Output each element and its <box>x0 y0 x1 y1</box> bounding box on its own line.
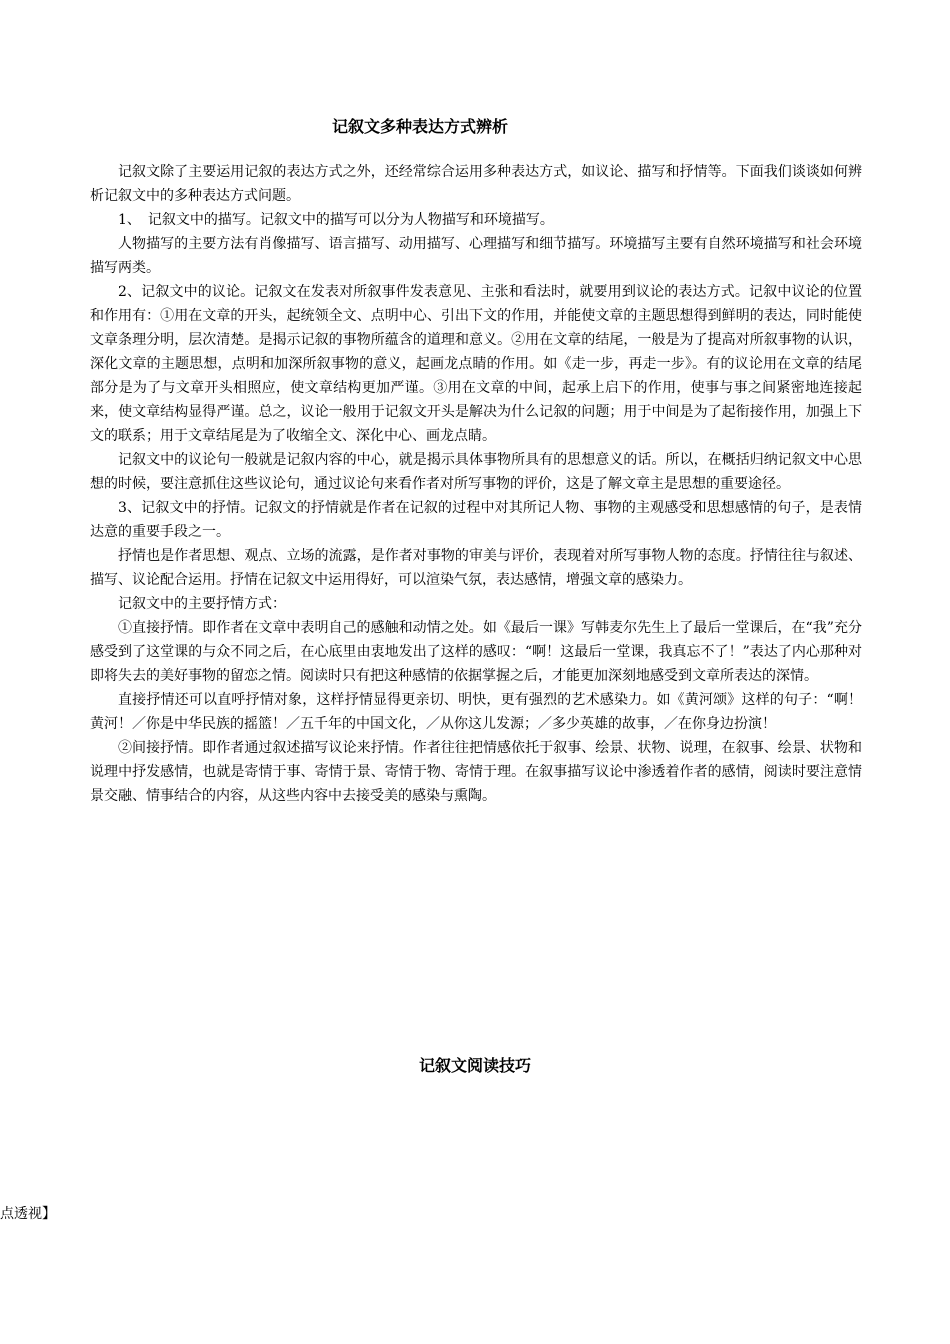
paragraph: 抒情也是作者思想、观点、立场的流露，是作者对事物的审美与评价，表现着对所写事物人物的态度。抒情往往与叙述、描写、议论配合运用。抒情在记叙文中运用得好，可以渲染气氛，表达感情，增强文章的感染力。 <box>90 548 862 588</box>
section-title: 记叙文阅读技巧 <box>418 1056 531 1075</box>
paragraph: 人物描写的主要方法有肖像描写、语言描写、动用描写、心理描写和细节描写。环境描写主要有自然环境描写和社会环境描写两类。 <box>90 236 862 276</box>
paragraph: 3、记叙文中的抒情。记叙文的抒情就是作者在记叙的过程中对其所记人物、事物的主观感受和思想感情的句子，是表情达意的重要手段之一。 <box>90 500 862 540</box>
paragraph: 1、 记叙文中的描写。记叙文中的描写可以分为人物描写和环境描写。 <box>118 212 554 228</box>
body-text <box>90 160 862 808</box>
paragraph: 直接抒情还可以直呼抒情对象，这样抒情显得更亲切、明快，更有强烈的艺术感染力。如《黄河颂》这样的句子：“啊！黄河！／你是中华民族的摇篮！／五千年的中国文化，／从你这儿发源；／多少英雄的故事，／在你身边扮演！ <box>90 692 862 732</box>
paragraph: 记叙文除了主要运用记叙的表达方式之外，还经常综合运用多种表达方式，如议论、描写和抒情等。下面我们谈谈如何辨析记叙文中的多种表达方式问题。 <box>90 164 862 204</box>
paragraph: ②间接抒情。即作者通过叙述描写议论来抒情。作者往往把情感依托于叙事、绘景、状物、说理，在叙事、绘景、状物和说理中抒发感情，也就是寄情于事、寄情于景、寄情于物、寄情于理。在叙事描写议论中渗透着作者的感情，阅读时要注意情景交融、情事结合的内容，从这些内容中去接受美的感染与熏陶。 <box>90 740 862 804</box>
paragraph: ①直接抒情。即作者在文章中表明自己的感触和动情之处。如《最后一课》写韩麦尔先生上了最后一堂课后，在“我”充分感受到了这堂课的与众不同之后，在心底里由衷地发出了这样的感叹：“啊！这最后一堂课，我真忘不了！”表达了内心那种对即将失去的美好事物的留恋之情。阅读时只有把这种感情的依据掌握之后，才能更加深刻地感受到文章所表达的深情。 <box>90 620 862 684</box>
paragraph: 记叙文中的主要抒情方式： <box>118 596 286 612</box>
paragraph: 记叙文中的议论句一般就是记叙内容的中心，就是揭示具体事物所具有的思想意义的话。所以，在概括归纳记叙文中心思想的时候，要注意抓住这些议论句，通过议论句来看作者对所写事物的评价，这是了解文章主是思想的重要途径。 <box>90 452 862 492</box>
document-title: 记叙文多种表达方式辨析 <box>331 117 508 136</box>
paragraph: 2、记叙文中的议论。记叙文在发表对所叙事件发表意见、主张和看法时，就要用到议论的表达方式。记叙中议论的位置和作用有：①用在文章的开头，起统领全文、点明中心、引出下文的作用，并能使文章的主题思想得到鲜明的表达，同时能使文章条理分明，层次清楚。是揭示记叙的事物所蕴含的道理和意义。②用在文章的结尾，一般是为了提高对所叙事物的认识，深化文章的主题思想，点明和加深所叙事物的意义，起画龙点睛的作用。如《走一步，再走一步》。有的议论用在文章的结尾部分是为了与文章开头相照应，使文章结构更加严谨。③用在文章的中间，起承上启下的作用，使事与事之间紧密地连接起来，使文章结构显得严谨。总之，议论一般用于记叙文开头是解决为什么记叙的问题；用于中间是为了起衔接作用，加强上下文的联系；用于文章结尾是为了收缩全文、深化中心、画龙点睛。 <box>90 284 862 444</box>
stray-text-fragment: 点透视】 <box>0 1206 56 1222</box>
